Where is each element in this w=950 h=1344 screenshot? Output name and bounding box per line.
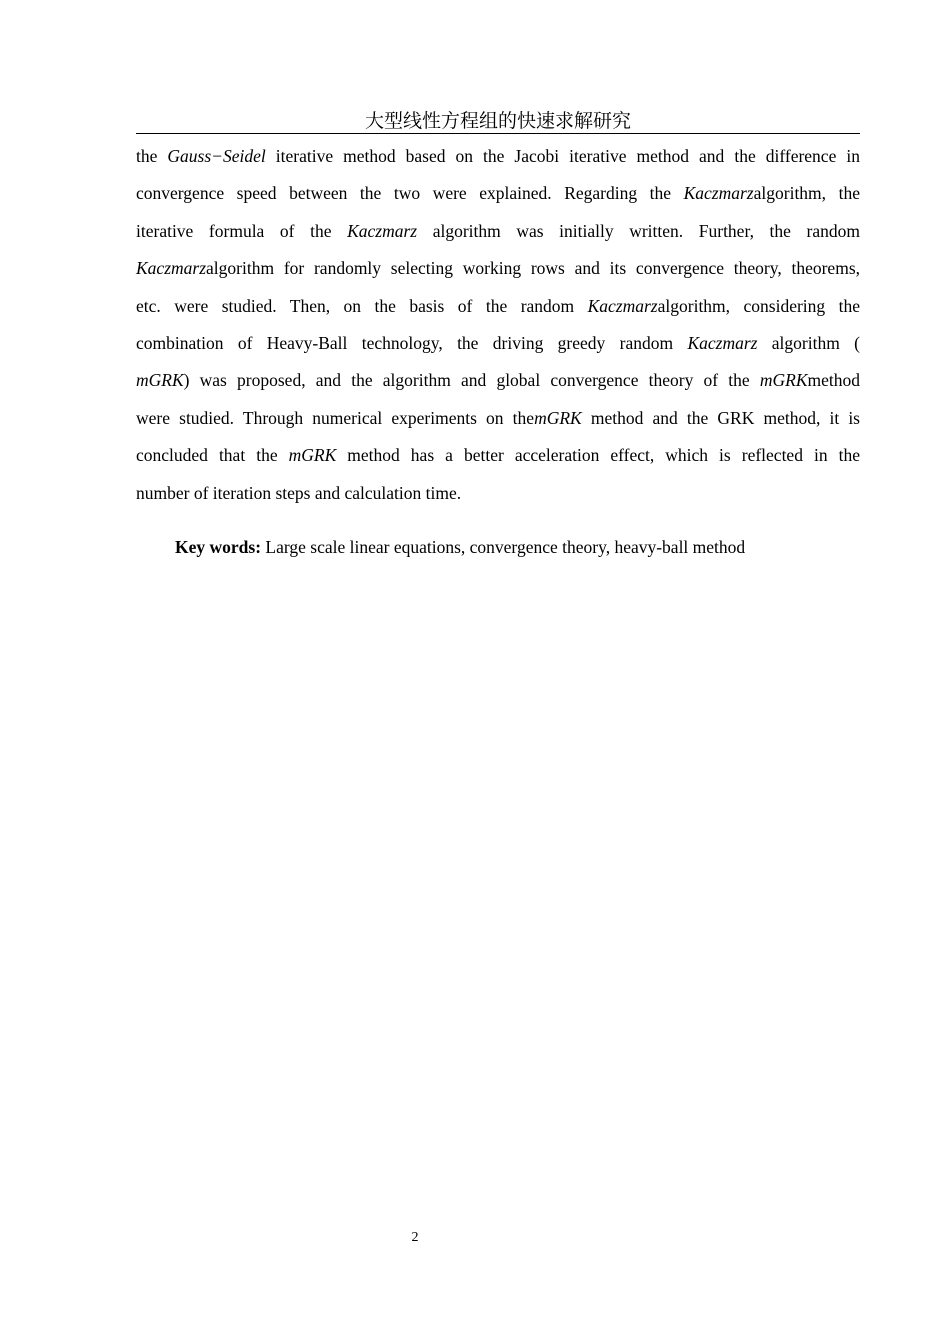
text-run: convergence speed between the two were explained. Regarding the (136, 183, 684, 204)
math-term: Kaczmarz (683, 183, 754, 204)
abstract-line (136, 402, 860, 439)
keywords-paragraph (175, 533, 860, 561)
text-run: algorithm was initially written. Further, the random (417, 220, 860, 241)
text-run: concluded that the (136, 445, 289, 466)
header-rule (136, 133, 860, 134)
text-run: algorithm for randomly selecting working rows and its convergence theory, theorems, (206, 258, 860, 279)
page-number: 2 (411, 1230, 419, 1245)
math-term: Kaczmarz (687, 332, 758, 353)
abstract-line (136, 477, 860, 514)
text-run: method and the GRK method, it is (581, 407, 860, 428)
abstract-line (136, 252, 860, 289)
text-run: ) was proposed, and the algorithm and global convergence theory of the (183, 370, 760, 391)
keywords-text: Large scale linear equations, convergence theory, heavy-ball method (261, 537, 746, 557)
text-run: combination of Heavy-Ball technology, the driving greedy random (136, 332, 688, 353)
text-run: method has a better acceleration effect, which is reflected in the (336, 445, 860, 466)
math-term: mGRK (288, 445, 337, 466)
abstract-line (136, 215, 860, 252)
text-run: method (807, 370, 860, 391)
abstract-line (136, 327, 860, 364)
text-run: number of iteration steps and calculation time. (136, 482, 462, 503)
math-term: Kaczmarz (347, 220, 418, 241)
math-term: mGRK (759, 370, 808, 391)
abstract-line (136, 439, 860, 476)
abstract-line (136, 177, 860, 214)
abstract-line (136, 290, 860, 327)
math-term: mGRK (136, 370, 184, 391)
text-run: were studied. Through numerical experiments on the (136, 407, 535, 428)
math-term: Kaczmarz (136, 258, 207, 279)
text-run: algorithm, considering the (657, 295, 860, 316)
abstract-line (136, 140, 860, 177)
math-term: Gauss−Seidel (167, 146, 266, 166)
text-run: algorithm, the (753, 183, 860, 204)
text-run: algorithm ( (757, 332, 860, 353)
abstract-line (136, 364, 860, 401)
text-run: etc. were studied. Then, on the basis of the random (136, 295, 588, 316)
math-term: Kaczmarz (587, 295, 658, 316)
running-header-title: 大型线性方程组的快速求解研究 (364, 110, 631, 132)
text-run: the (136, 146, 168, 166)
math-term: mGRK (534, 407, 582, 428)
abstract-body (136, 140, 860, 514)
keywords-label: Key words: (175, 537, 262, 557)
text-run: iterative formula of the (136, 220, 348, 241)
text-run: iterative method based on the Jacobi iterative method and the difference in (265, 146, 860, 166)
